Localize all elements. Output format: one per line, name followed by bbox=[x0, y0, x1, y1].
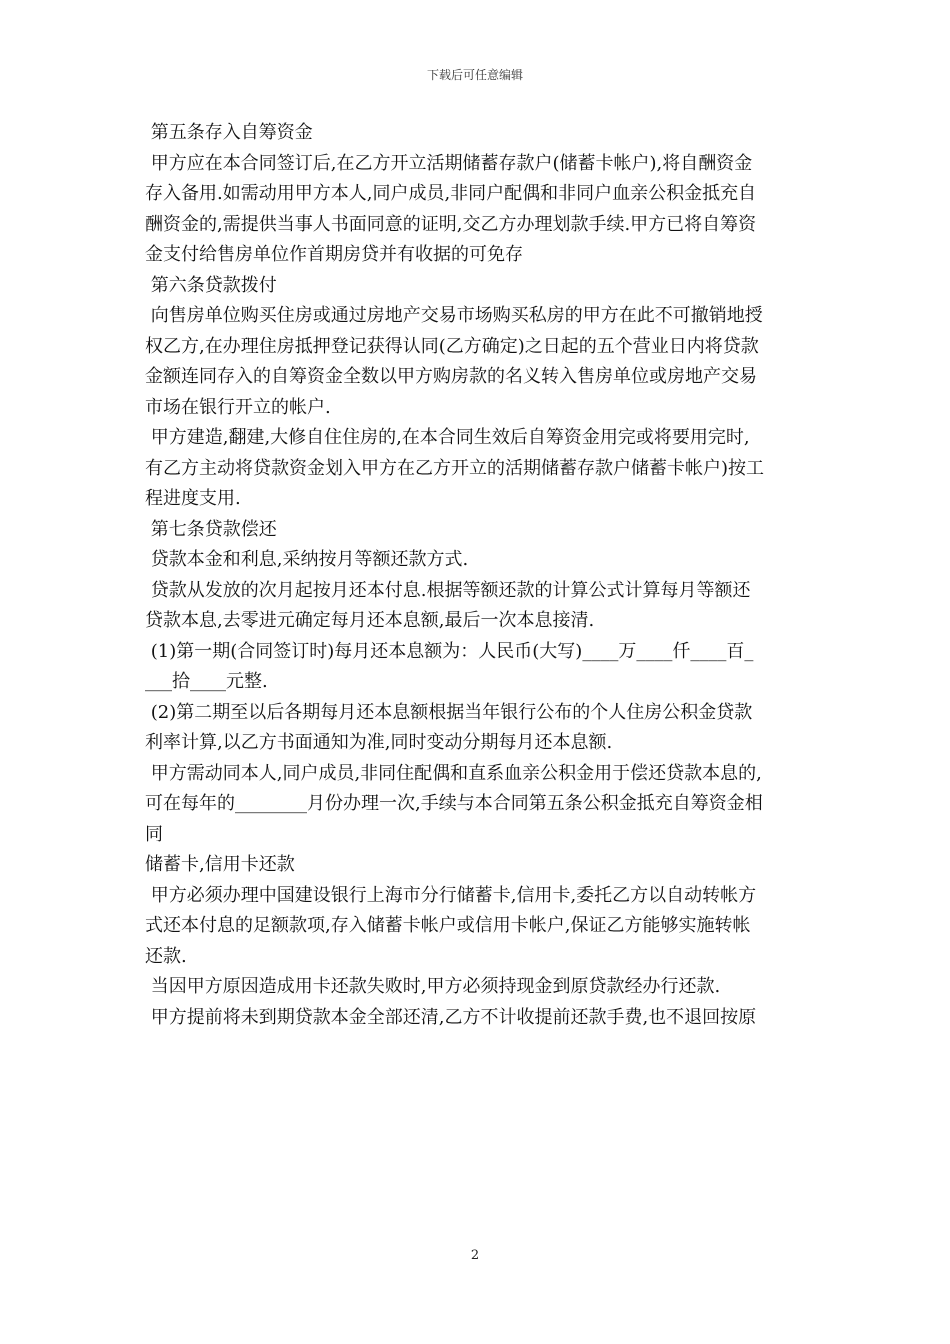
text-line: 向售房单位购买住房或通过房地产交易市场购买私房的甲方在此不可撤销地授 bbox=[145, 305, 763, 326]
text-line: 当因甲方原因造成用卡还款失败时,甲方必须持现金到原贷款经办行还款. bbox=[145, 976, 721, 997]
text-line: 还款. bbox=[145, 945, 187, 967]
text-line: 金支付给售房单位作首期房贷并有收据的可免存 bbox=[145, 244, 523, 265]
text-line: 存入备用.如需动用甲方本人,同户成员,非同户配偶和非同户血亲公积金抵充自 bbox=[145, 183, 757, 204]
text-line: 市场在银行开立的帐户. bbox=[145, 396, 331, 418]
text-line: 甲方提前将未到期贷款本金全部还清,乙方不计收提前还款手费,也不退回按原 bbox=[145, 1006, 757, 1028]
text-line: 甲方需动同本人,同户成员,非同住配偶和直系血亲公积金用于偿还贷款本息的, bbox=[145, 762, 762, 784]
text-line: 贷款本金和利息,采纳按月等额还款方式. bbox=[145, 549, 469, 570]
text-line: (1)第一期(合同签订时)每月还本息额为：人民币(大写)____万____仟____百_ bbox=[145, 640, 754, 662]
text-line: 甲方建造,翻建,大修自住住房的,在本合同生效后自筹资金用完或将要用完时, bbox=[145, 427, 750, 448]
text-line: 第六条贷款拨付 bbox=[145, 274, 277, 296]
text-line: 酬资金的,需提供当事人书面同意的证明,交乙方办理划款手续.甲方已将自筹资 bbox=[145, 213, 757, 235]
text-line: (2)第二期至以后各期每月还本息额根据当年银行公布的个人住房公积金贷款 bbox=[145, 701, 753, 723]
text-line: 贷款从发放的次月起按月还本付息.根据等额还款的计算公式计算每月等额还 bbox=[145, 579, 751, 601]
text-line: 同 bbox=[145, 823, 163, 845]
page-number: 2 bbox=[470, 1248, 480, 1263]
text-line: 第五条存入自筹资金 bbox=[145, 122, 313, 143]
text-line: 可在每年的________月份办理一次,手续与本合同第五条公积金抵充自筹资金相 bbox=[145, 793, 763, 814]
text-line: 程进度支用. bbox=[145, 488, 241, 509]
text-line: 甲方应在本合同签订后,在乙方开立活期储蓄存款户(储蓄卡帐户),将自酬资金 bbox=[145, 152, 753, 174]
text-line: 利率计算,以乙方书面通知为准,同时变动分期每月还本息额. bbox=[145, 732, 613, 753]
text-line: 有乙方主动将贷款资金划入甲方在乙方开立的活期储蓄存款户储蓄卡帐户)按工 bbox=[145, 457, 765, 479]
text-line: 储蓄卡,信用卡还款 bbox=[145, 854, 295, 875]
header-note: 下载后可任意编辑 bbox=[426, 68, 523, 82]
text-line: 甲方必须办理中国建设银行上海市分行储蓄卡,信用卡,委托乙方以自动转帐方 bbox=[145, 884, 757, 906]
text-line: 贷款本息,去零进元确定每月还本息额,最后一次本息接清. bbox=[145, 610, 595, 631]
text-line: 第七条贷款偿还 bbox=[145, 518, 277, 540]
document-body bbox=[145, 118, 807, 1033]
text-line: 金额连同存入的自筹资金全数以甲方购房款的名义转入售房单位或房地产交易 bbox=[145, 366, 757, 387]
text-line: 权乙方,在办理住房抵押登记获得认同(乙方确定)之日起的五个营业日内将贷款 bbox=[145, 335, 759, 357]
text-line: 式还本付息的足额款项,存入储蓄卡帐户或信用卡帐户,保证乙方能够实施转帐 bbox=[145, 915, 751, 936]
text-line: ___拾____元整. bbox=[145, 671, 268, 692]
